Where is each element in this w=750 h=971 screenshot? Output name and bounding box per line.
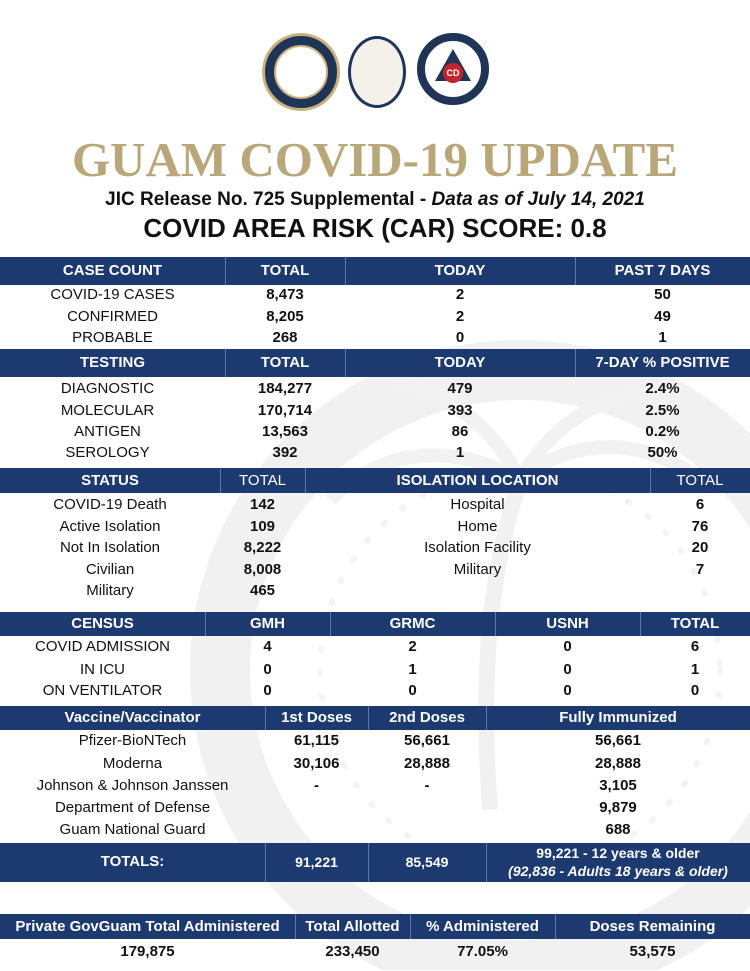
totals-fully-immunized: 99,221 - 12 years & older — [536, 845, 700, 861]
totals-second-doses: 85,549 — [405, 854, 449, 870]
vaccine-header — [0, 706, 750, 730]
header-7-day-positive: 7-DAY % POSITIVE — [595, 354, 730, 371]
header-percent-administered: % Administered — [426, 918, 539, 935]
header-total: TOTAL — [670, 615, 720, 632]
header-status: STATUS — [81, 472, 139, 489]
census-header — [0, 612, 750, 636]
header-total: TOTAL — [239, 472, 286, 489]
page-title: GUAM COVID-19 UPDATE — [71, 132, 679, 187]
header-total: TOTAL — [676, 472, 724, 489]
totals-adults: (92,836 - Adults 18 years & older) — [508, 863, 728, 879]
release-date: Data as of July 14, 2021 — [431, 189, 645, 210]
header-total: TOTAL — [260, 354, 310, 371]
header-vaccinator: Vaccine/Vaccinator — [64, 709, 201, 726]
public-health-seal-icon — [348, 36, 406, 108]
release-line — [0, 188, 750, 212]
civil-defense-seal-icon: CD — [417, 33, 489, 105]
header-private-administered: Private GovGuam Total Administered — [15, 918, 280, 935]
percent-administered: 77.05% — [457, 943, 508, 960]
header-usnh: USNH — [546, 615, 589, 632]
doses-remaining: 53,575 — [629, 943, 676, 960]
private-header — [0, 914, 750, 939]
header-testing: TESTING — [79, 354, 145, 371]
totals-label: TOTALS: — [100, 853, 165, 870]
header-census: CENSUS — [71, 615, 134, 632]
header-fully-immunized: Fully Immunized — [559, 709, 677, 726]
header-today: TODAY — [434, 354, 486, 371]
header-isolation-location: ISOLATION LOCATION — [396, 472, 559, 489]
header-2nd-doses: 2nd Doses — [389, 709, 465, 726]
header-gmh: GMH — [250, 615, 285, 632]
release-number: JIC Release No. 725 Supplemental - — [105, 189, 432, 210]
totals-row — [0, 843, 750, 882]
totals-first-doses: 91,221 — [295, 854, 338, 870]
header-doses-remaining: Doses Remaining — [589, 918, 716, 935]
header-today: TODAY — [434, 262, 486, 279]
governor-seal-icon — [262, 33, 340, 111]
header-grmc: GRMC — [389, 615, 436, 632]
header-case-count: CASE COUNT — [62, 262, 163, 279]
private-administered: 179,875 — [120, 943, 175, 960]
header-past-7-days: PAST 7 DAYS — [614, 262, 711, 279]
case-count-header — [0, 257, 750, 285]
car-score: COVID AREA RISK (CAR) SCORE: 0.8 — [143, 213, 607, 243]
testing-header — [0, 349, 750, 377]
status-header — [0, 468, 750, 493]
header-1st-doses: 1st Doses — [281, 709, 352, 726]
header-total: TOTAL — [260, 262, 310, 279]
header-total-allotted: Total Allotted — [305, 918, 400, 935]
total-allotted: 233,450 — [325, 943, 380, 960]
